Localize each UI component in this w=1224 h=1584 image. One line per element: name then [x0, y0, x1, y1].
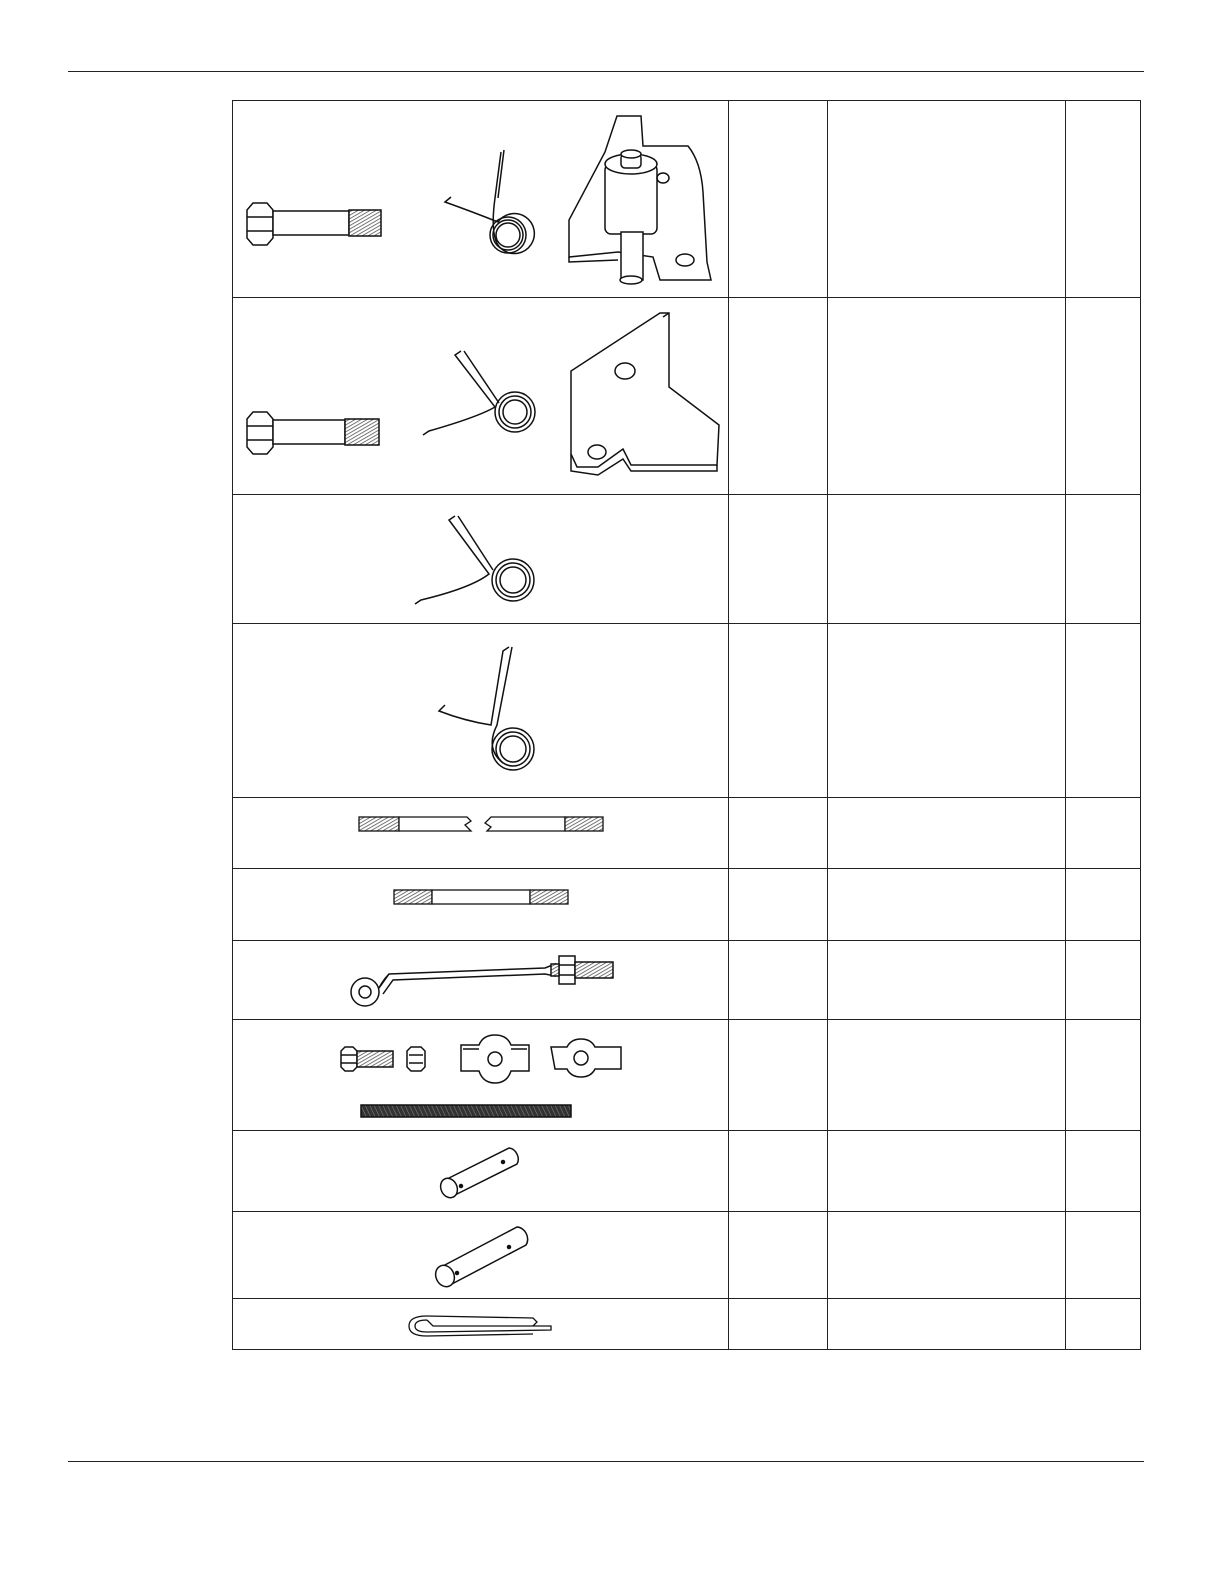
part-qty-cell: [1066, 941, 1141, 1020]
table-row: [233, 1131, 1141, 1212]
part-description-cell: [828, 869, 1066, 941]
threaded-rod-icon: [233, 799, 728, 868]
part-illustration: [233, 869, 729, 941]
table-row: [233, 1299, 1141, 1350]
part-number-cell: [729, 941, 828, 1020]
part-qty-cell: [1066, 101, 1141, 298]
part-description-cell: [828, 101, 1066, 298]
part-illustration: [233, 798, 729, 869]
table-row: [233, 1212, 1141, 1299]
cotter-pin-icon: [233, 1300, 728, 1349]
part-illustration: [233, 1299, 729, 1350]
part-qty-cell: [1066, 1212, 1141, 1299]
part-description-cell: [828, 1020, 1066, 1131]
part-number-cell: [729, 495, 828, 624]
part-qty-cell: [1066, 495, 1141, 624]
cable-clamp-kit-icon: [233, 1021, 728, 1130]
part-description-cell: [828, 495, 1066, 624]
part-number-cell: [729, 1299, 828, 1350]
part-number-cell: [729, 1212, 828, 1299]
bolt-spring-bracket-icon: [233, 299, 728, 494]
parts-table: [232, 100, 1141, 1350]
part-qty-cell: [1066, 798, 1141, 869]
part-number-cell: [729, 869, 828, 941]
part-qty-cell: [1066, 1131, 1141, 1212]
table-row: [233, 798, 1141, 869]
threaded-rod-icon: [233, 870, 728, 940]
part-illustration: [233, 298, 729, 495]
table-row: [233, 1020, 1141, 1131]
torsion-spring-icon: [233, 496, 728, 623]
part-qty-cell: [1066, 298, 1141, 495]
header-rule: [68, 71, 1144, 72]
table-row: [233, 869, 1141, 941]
part-description-cell: [828, 798, 1066, 869]
part-description-cell: [828, 298, 1066, 495]
part-illustration: [233, 495, 729, 624]
part-illustration: [233, 941, 729, 1020]
footer-rule: [68, 1461, 1144, 1462]
table-row: [233, 495, 1141, 624]
table-row: [233, 941, 1141, 1020]
part-qty-cell: [1066, 1020, 1141, 1131]
part-illustration: [233, 1212, 729, 1299]
part-description-cell: [828, 1212, 1066, 1299]
part-qty-cell: [1066, 1299, 1141, 1350]
table-row: [233, 624, 1141, 798]
table-row: [233, 298, 1141, 495]
part-number-cell: [729, 1131, 828, 1212]
part-number-cell: [729, 298, 828, 495]
part-qty-cell: [1066, 624, 1141, 798]
bolt-spring-bracket-icon: [233, 102, 728, 297]
clevis-pin-icon: [233, 1132, 728, 1211]
part-illustration: [233, 1131, 729, 1212]
part-number-cell: [729, 1020, 828, 1131]
part-description-cell: [828, 1299, 1066, 1350]
part-number-cell: [729, 101, 828, 298]
part-description-cell: [828, 941, 1066, 1020]
part-number-cell: [729, 624, 828, 798]
part-illustration: [233, 1020, 729, 1131]
part-number-cell: [729, 798, 828, 869]
torsion-spring-icon: [233, 625, 728, 797]
part-illustration: [233, 624, 729, 798]
part-description-cell: [828, 624, 1066, 798]
hook-bolt-icon: [233, 942, 728, 1019]
part-qty-cell: [1066, 869, 1141, 941]
table-row: [233, 101, 1141, 298]
part-illustration: [233, 101, 729, 298]
clevis-pin-icon: [233, 1213, 728, 1298]
part-description-cell: [828, 1131, 1066, 1212]
